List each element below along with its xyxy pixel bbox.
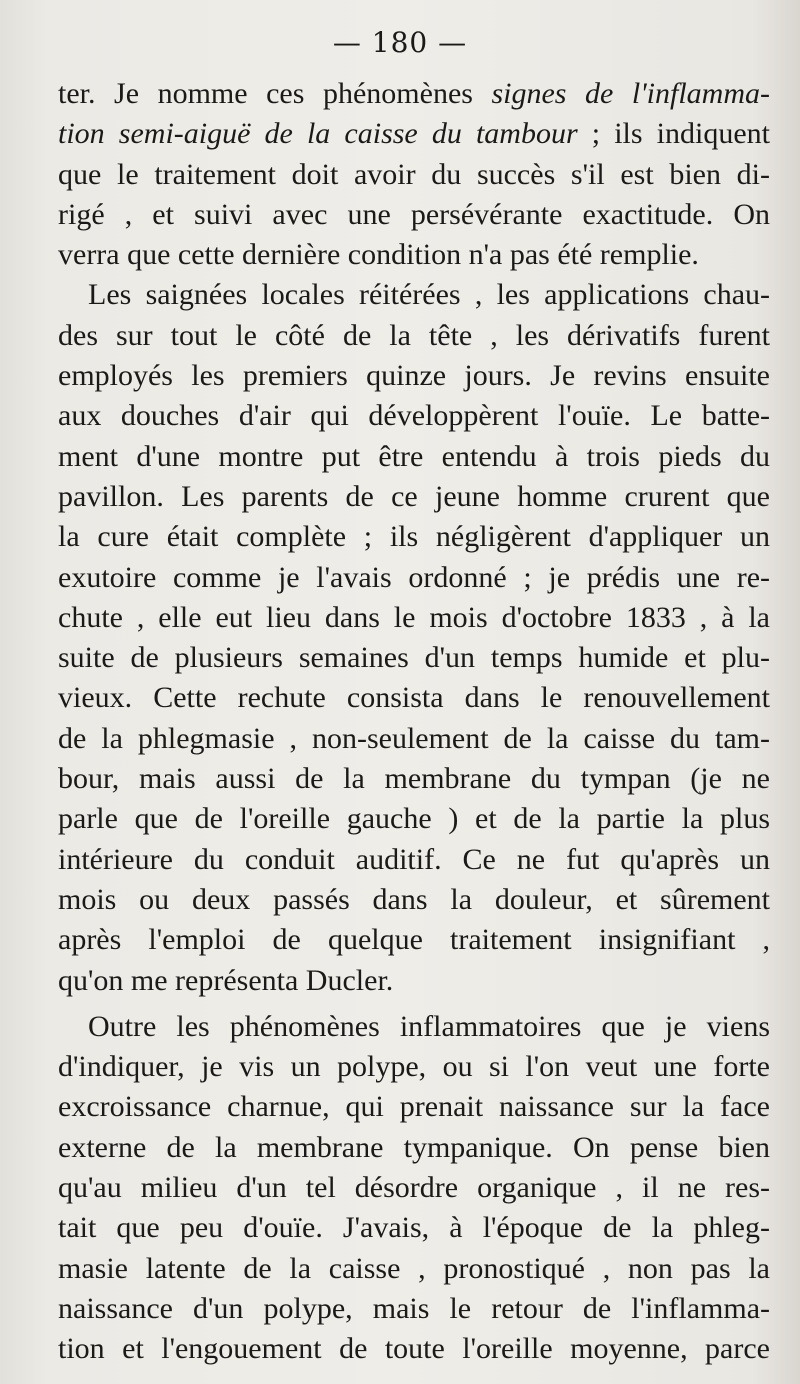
page-number: — 180 — [332, 26, 468, 59]
text-line: la cure était complète ; ils négligèrent d'appliquer un [58, 520, 770, 554]
text-line: ment d'une montre put être entendu à trois pieds du [58, 439, 770, 473]
text-line: aux douches d'air qui développèrent l'ouïe. Le batte- [58, 399, 770, 433]
text-line: intérieure du conduit auditif. Ce ne fut qu'après un [58, 842, 770, 876]
text-line: parle que de l'oreille gauche ) et de la partie la plus [58, 802, 770, 836]
italic-phrase: signes de l'inflamma- [491, 77, 770, 110]
text-line: qu'au milieu d'un tel désordre organique , il ne res- [58, 1171, 770, 1205]
text-line: excroissance charnue, qui prenait naissance sur la face [58, 1090, 770, 1124]
text-line: exutoire comme je l'avais ordonné ; je prédis une re- [58, 560, 770, 594]
text-line: pavillon. Les parents de ce jeune homme crurent que [58, 479, 770, 513]
text-line: qu'on me représenta Ducler. [58, 963, 394, 997]
text-line: verra que cette dernière condition n'a pas été remplie. [58, 238, 699, 272]
text-line: externe de la membrane tympanique. On pense bien [58, 1130, 770, 1164]
text-line: tait que peu d'ouïe. J'avais, à l'époque de la phleg- [58, 1211, 770, 1245]
text-line: naissance d'un polype, mais le retour de l'inflamma- [58, 1291, 770, 1325]
text-line: d'indiquer, je vis un polype, ou si l'on veut une forte [58, 1050, 770, 1084]
italic-phrase: tion semi-aiguë de la caisse du tambour [58, 117, 578, 151]
text-line: vieux. Cette rechute consista dans le renouvellement [58, 681, 770, 715]
text-line: ter. Je nomme ces phénomènes signes de l'inflamma- [58, 77, 770, 110]
text-line: Les saignées locales réitérées , les applications chau- [88, 278, 770, 312]
text-line: tion semi-aiguë de la caisse du tambour ; ils indiquent [58, 117, 770, 151]
body-text [58, 74, 770, 1370]
text-line: de la phlegmasie , non-seulement de la caisse du tam- [58, 721, 770, 755]
text-line: Outre les phénomènes inflammatoires que je viens [88, 1009, 770, 1043]
text-line: des sur tout le côté de la tête , les dérivatifs furent [58, 318, 770, 352]
text-line: masie latente de la caisse , pronostiqué , non pas la [58, 1251, 770, 1285]
text-line: employés les premiers quinze jours. Je revins ensuite [58, 359, 770, 393]
text-line: chute , elle eut lieu dans le mois d'octobre 1833 , à la [58, 600, 770, 634]
text-line: rigé , et suivi avec une persévérante exactitude. On [58, 197, 770, 231]
text-line: après l'emploi de quelque traitement insignifiant , [58, 923, 770, 957]
text-line: bour, mais aussi de la membrane du tympan (je ne [58, 762, 770, 796]
text-line: suite de plusieurs semaines d'un temps humide et plu- [58, 641, 770, 675]
text-line: que le traitement doit avoir du succès s'il est bien di- [58, 157, 770, 191]
text-line: mois ou deux passés dans la douleur, et sûrement [58, 882, 770, 916]
text-line: tion et l'engouement de toute l'oreille moyenne, parce [58, 1332, 770, 1366]
